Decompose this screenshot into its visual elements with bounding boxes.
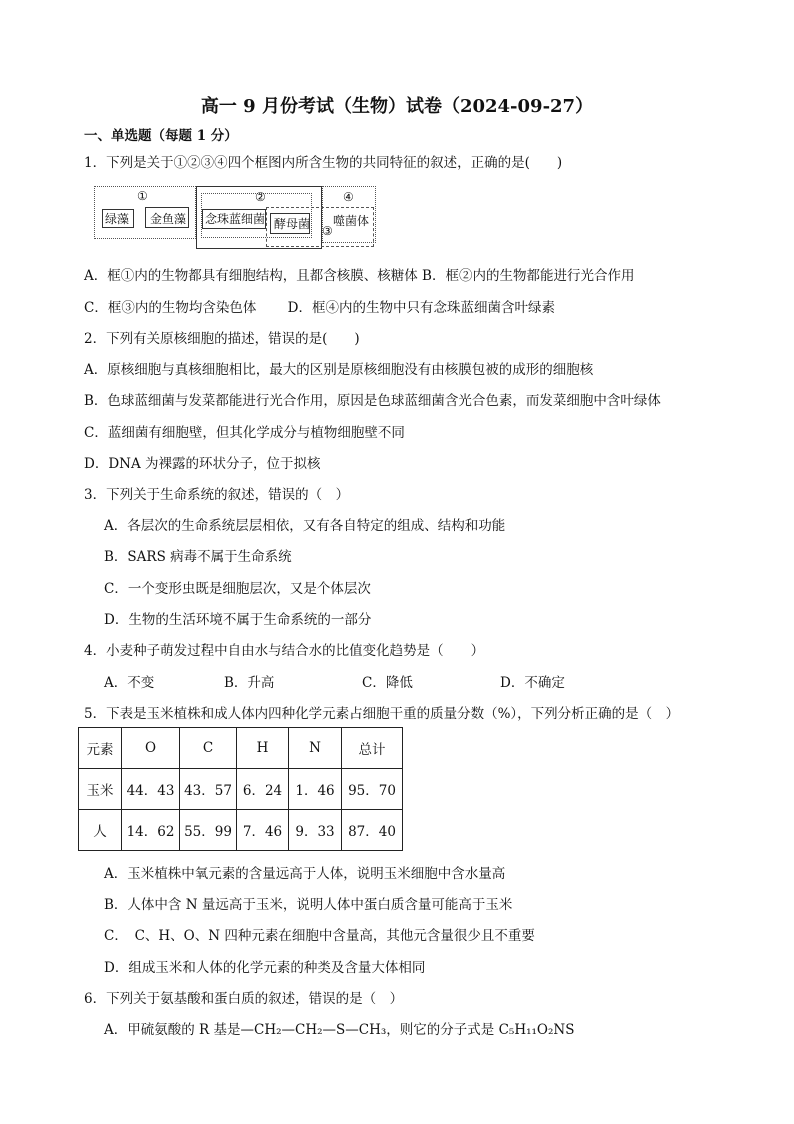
organism-hornwort: 金鱼藻: [150, 212, 187, 226]
table-cell: 玉米: [79, 769, 122, 810]
frame-3-number: ③: [322, 224, 333, 238]
element-table: [78, 727, 403, 851]
table-cell: 95．70: [342, 769, 403, 810]
table-header-cell: 总计: [342, 728, 403, 769]
frame-4-number: ④: [343, 190, 354, 204]
table-cell: 9．33: [289, 810, 342, 851]
q5-option-d: D．组成玉米和人体的化学元素的种类及含量大体相同: [104, 960, 426, 976]
organism-yeast: 酵母菌: [274, 217, 311, 231]
page-title: 高一 9 月份考试（生物）试卷（2024-09-27）: [200, 96, 594, 117]
table-cell: 7．46: [237, 810, 289, 851]
table-cell: 43．57: [180, 769, 237, 810]
q3-option-a: A．各层次的生命系统层层相依，又有各自特定的组成、结构和功能: [104, 518, 506, 534]
table-cell: 6．24: [237, 769, 289, 810]
q6-option-a: A．甲硫氨酸的 R 基是—CH₂—CH₂—S—CH₃，则它的分子式是 C₅H₁₁O₂NS: [104, 1022, 575, 1038]
table-header-cell: H: [237, 728, 289, 769]
section-heading: 一、单选题（每题 1 分）: [84, 128, 238, 144]
q2-option-d: D．DNA 为裸露的环状分子，位于拟核: [84, 456, 321, 472]
organism-green-algae: 绿藻: [105, 212, 130, 226]
q2-option-b: B．色球蓝细菌与发菜都能进行光合作用，原因是色球蓝细菌含光合色素，而发菜细胞中含叶绿体: [84, 393, 661, 409]
table-header-cell: N: [289, 728, 342, 769]
q5-option-c: C． C、H、O、N 四种元素在细胞中含量高，其他元含量很少且不重要: [104, 928, 535, 944]
q5-option-a: A．玉米植株中氧元素的含量远高于人体，说明玉米细胞中含水量高: [104, 866, 506, 882]
organism-phage: 噬菌体: [333, 214, 370, 228]
table-header-cell: C: [180, 728, 237, 769]
table-cell: 55．99: [180, 810, 237, 851]
frame-1-number: ①: [137, 189, 148, 203]
q1-options-ab: A．框①内的生物都具有细胞结构，且都含核膜、核糖体 B．框②内的生物都能进行光合作用: [84, 268, 635, 284]
q5-stem: 5．下表是玉米植株和成人体内四种化学元素占细胞干重的质量分数（%），下列分析正确的是（ ）: [84, 706, 680, 722]
table-row: [79, 810, 403, 851]
frame-2-number: ②: [255, 190, 266, 204]
q2-stem: 2．下列有关原核细胞的描述，错误的是( ): [84, 331, 360, 347]
q3-stem: 3．下列关于生命系统的叙述，错误的（ ）: [84, 487, 350, 503]
organism-nostoc: 念珠蓝细菌: [205, 212, 266, 226]
q4-stem: 4．小麦种子萌发过程中自由水与结合水的比值变化趋势是（ ）: [84, 643, 485, 659]
q2-option-c: C．蓝细菌有细胞壁，但其化学成分与植物细胞壁不同: [84, 425, 405, 441]
q4-option-b: B．升高: [224, 675, 275, 691]
q3-option-c: C．一个变形虫既是细胞层次，又是个体层次: [104, 581, 371, 597]
q4-option-d: D．不确定: [500, 675, 565, 691]
table-header-cell: O: [122, 728, 180, 769]
table-cell: 14．62: [122, 810, 180, 851]
q5-option-b: B．人体中含 N 量远高于玉米，说明人体中蛋白质含量可能高于玉米: [104, 897, 513, 913]
q3-option-b: B．SARS 病毒不属于生命系统: [104, 549, 292, 565]
table-header-cell: 元素: [79, 728, 122, 769]
table-header-row: [79, 728, 403, 769]
q6-stem: 6．下列关于氨基酸和蛋白质的叙述，错误的是（ ）: [84, 991, 404, 1007]
q1-stem: 1．下列是关于①②③④四个框图内所含生物的共同特征的叙述，正确的是( ): [84, 155, 563, 171]
table-row: [79, 769, 403, 810]
table-cell: 44．43: [122, 769, 180, 810]
q2-option-a: A．原核细胞与真核细胞相比，最大的区别是原核细胞没有由核膜包被的成形的细胞核: [84, 362, 594, 378]
table-cell: 人: [79, 810, 122, 851]
table-cell: 1．46: [289, 769, 342, 810]
q1-options-cd: C．框③内的生物均含染色体 D．框④内的生物中只有念珠蓝细菌含叶绿素: [84, 300, 555, 316]
q3-option-d: D．生物的生活环境不属于生命系统的一部分: [104, 612, 372, 628]
table-cell: 87．40: [342, 810, 403, 851]
q4-option-c: C．降低: [362, 675, 413, 691]
q4-option-a: A．不变: [104, 675, 155, 691]
